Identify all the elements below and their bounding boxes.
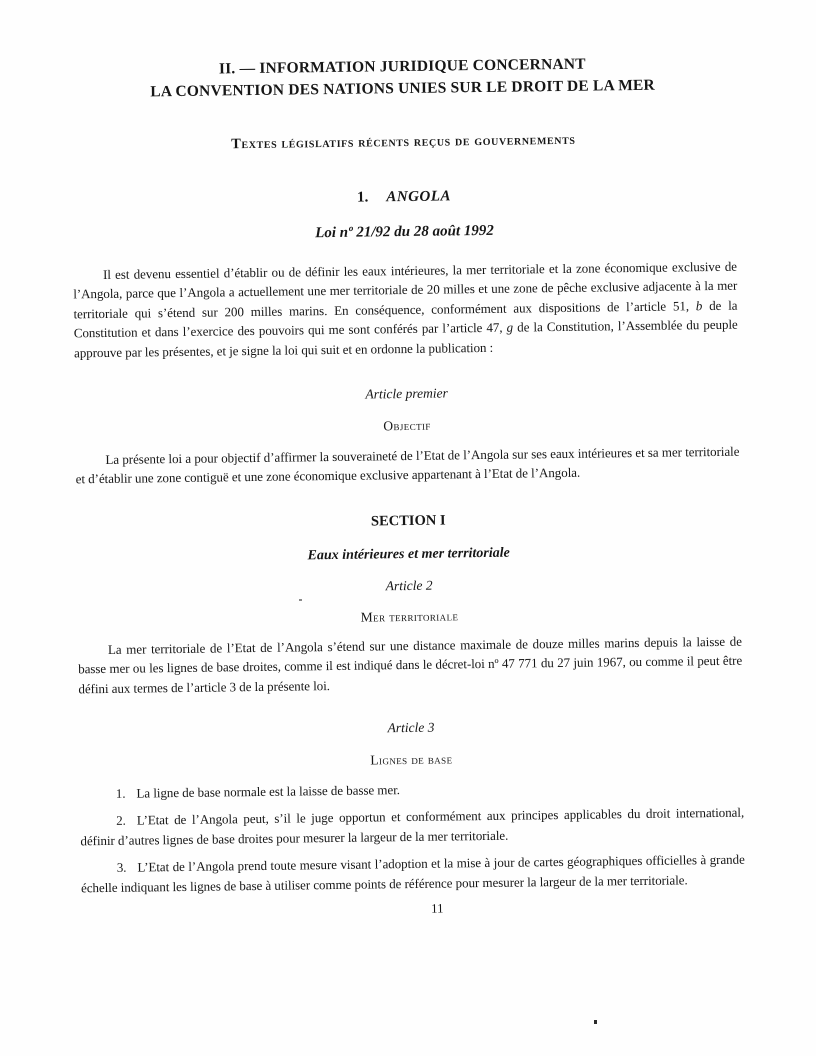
article-2-body: La mer territoriale de l’Etat de l’Angola s’étend sur une distance maximale de douze milles marins depuis la laisse de basse mer ou les lignes de base droites, comme il est indiqué dans le décret-loi nº 47 771 du 27 juin 1967, ou comme il peut être défini aux termes de l’article 3 de la présente loi. <box>78 633 743 696</box>
article-1-subheading: Objectif <box>383 417 431 434</box>
country-heading <box>72 185 736 211</box>
country-number: 1. <box>356 189 369 206</box>
law-title: Loi nº 21/92 du 28 août 1992 <box>315 222 494 242</box>
item-number: 3. <box>116 859 127 876</box>
intro-variable-b: b <box>695 297 703 314</box>
item-text: L’Etat de l’Angola prend toute mesure visant l’adoption et la mise à jour de cartes géographiques officielles à grande échelle indiquant les lignes de base à utiliser comme points de référence pour mesurer la largeur de la mer territoriale. <box>80 851 745 895</box>
main-title-line-1: II. — INFORMATION JURIDIQUE CONCERNANT <box>218 55 586 78</box>
intro-paragraph <box>73 257 738 363</box>
list-item <box>80 776 744 804</box>
list-item <box>80 803 744 851</box>
intro-text-segment: Il est devenu essentiel d’établir ou de définir les eaux intérieures, la mer territoriale et la zone économique exclusive de l’Angola, parce que l’Angola a actuellement une mer territoriale de 20 milles et une zone de pêche exclusive adjacente à la mer territoriale qui s’étend sur 200 milles marins. En conséquence, conformément aux dispositions de l’article 51, <box>73 258 738 322</box>
scan-speck <box>299 599 302 601</box>
article-2-subheading: Mer territoriale <box>360 608 459 625</box>
document-subtitle: Textes législatifs récents reçus de gouvernements <box>231 131 576 153</box>
intro-text-segment: de la Constitution, l’Assemblée du peuple approuve par les présentes, et je signe la loi qui suit et en ordonne la publication : <box>73 316 738 360</box>
page-number: 11 <box>430 900 444 916</box>
article-3-heading: Article 3 <box>387 719 435 736</box>
list-item <box>81 850 745 898</box>
item-number: 2. <box>116 813 126 829</box>
item-number: 1. <box>115 785 126 801</box>
scan-speck <box>594 1020 597 1024</box>
intro-text-segment: de la Constitution et dans l’exercice des pouvoirs qui me sont conférés par l’article 47, <box>73 297 738 341</box>
item-text: L’Etat de l’Angola peut, s’il le juge opportun et conformément aux principes applicables du droit international, définir d’autres lignes de base droites pour mesurer la largeur de la mer territoriale. <box>80 805 745 849</box>
article-2-heading: Article 2 <box>385 577 433 594</box>
article-3-subheading: Lignes de base <box>370 751 453 768</box>
intro-variable-g: g <box>506 319 514 335</box>
main-title-line-2: LA CONVENTION DES NATIONS UNIES SUR LE DROIT DE LA MER <box>150 76 656 101</box>
article-1-body: La présente loi a pour objectif d’affirmer la souveraineté de l’Etat de l’Angola sur ses eaux intérieures et sa mer territoriale et d’établir une zone contiguë et une zone économique exclusive appartenant à l’Etat de l’Angola. <box>75 443 740 487</box>
section-1-title: Eaux intérieures et mer territoriale <box>307 545 510 564</box>
section-1-heading: SECTION I <box>370 512 446 530</box>
country-name: ANGOLA <box>386 188 452 206</box>
item-text: La ligne de base normale est la laisse de basse mer. <box>136 782 400 801</box>
page-content <box>69 0 745 921</box>
article-1-heading: Article premier <box>365 385 448 402</box>
